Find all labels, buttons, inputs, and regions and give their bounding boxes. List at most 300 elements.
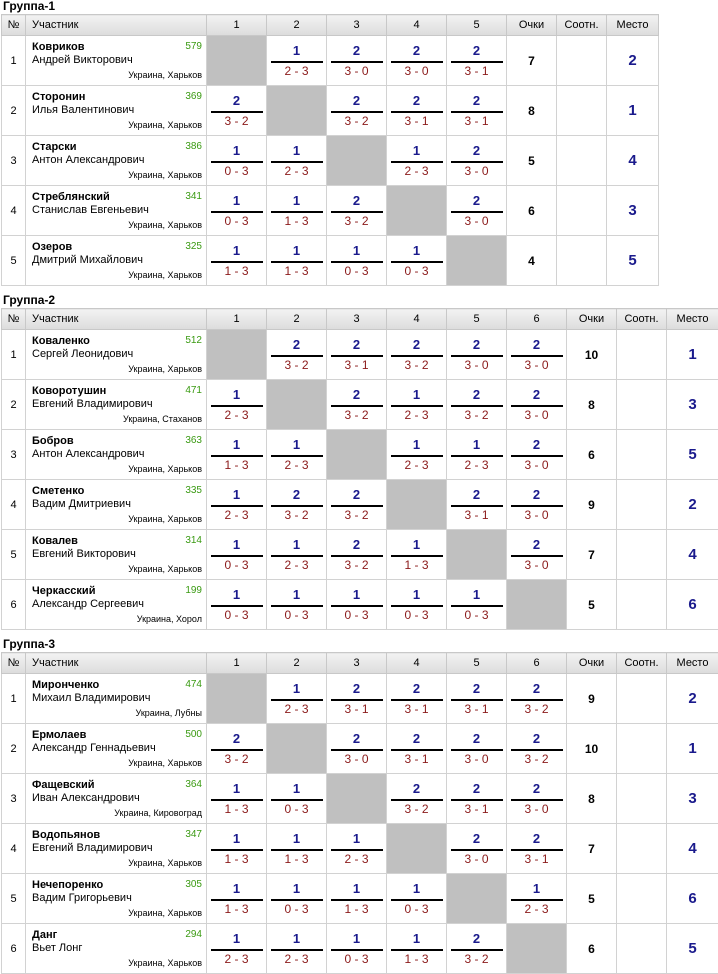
player-cell (26, 580, 207, 630)
match-points: 1 (232, 536, 241, 552)
player-first-name: Александр Сергеевич (32, 597, 144, 610)
score-divider (511, 749, 563, 751)
match-score (451, 832, 503, 866)
player-cell (26, 380, 207, 430)
score-divider (391, 355, 443, 357)
total-points: 5 (567, 874, 617, 924)
match-points: 1 (292, 436, 301, 452)
match-score (331, 388, 383, 422)
score-divider (211, 899, 263, 901)
match-cell (207, 186, 267, 236)
match-score (331, 732, 383, 766)
match-score (211, 388, 263, 422)
match-points: 1 (292, 930, 301, 946)
score-divider (271, 455, 323, 457)
match-sets: 3 - 1 (464, 801, 489, 816)
table-row (2, 774, 718, 824)
match-score (211, 488, 263, 522)
score-divider (391, 111, 443, 113)
match-points: 2 (412, 780, 421, 796)
match-points: 1 (232, 142, 241, 158)
match-score (331, 588, 383, 622)
player-last-name[interactable]: Ермолаев (32, 728, 87, 741)
score-divider (331, 749, 383, 751)
place-cell: 1 (667, 724, 718, 774)
results-table (1, 14, 659, 286)
match-score (271, 782, 323, 816)
player-last-name[interactable]: Стреблянский (32, 190, 110, 203)
player-rating: 335 (185, 485, 202, 496)
table-row (2, 186, 659, 236)
match-points: 2 (292, 336, 301, 352)
player-last-name[interactable]: Сметенко (32, 484, 85, 497)
match-score (211, 732, 263, 766)
header-opponent: 5 (447, 309, 507, 330)
table-row (2, 330, 718, 380)
score-divider (211, 261, 263, 263)
player-rating: 474 (185, 679, 202, 690)
player-cell (26, 186, 207, 236)
match-cell (507, 530, 567, 580)
total-points: 6 (507, 186, 557, 236)
match-points: 1 (232, 586, 241, 602)
ratio-cell (617, 724, 667, 774)
player-last-name[interactable]: Миронченко (32, 678, 100, 691)
match-score (271, 682, 323, 716)
table-row (2, 380, 718, 430)
header-ratio: Соотн. (557, 15, 607, 36)
header-opponent: 1 (207, 15, 267, 36)
match-score (331, 538, 383, 572)
score-divider (271, 355, 323, 357)
match-score (391, 782, 443, 816)
header-opponent: 2 (267, 309, 327, 330)
player-rating: 314 (185, 535, 202, 546)
group-title: Группа-3 (3, 637, 56, 651)
score-divider (331, 405, 383, 407)
match-points: 2 (472, 386, 481, 402)
match-sets: 3 - 0 (524, 557, 549, 572)
match-points: 2 (352, 92, 361, 108)
player-city: Украина, Харьков (128, 169, 202, 180)
match-points: 1 (232, 192, 241, 208)
match-points: 1 (352, 586, 361, 602)
ratio-cell (617, 480, 667, 530)
match-points: 2 (352, 536, 361, 552)
score-divider (451, 749, 503, 751)
match-points: 1 (472, 436, 481, 452)
group-title: Группа-2 (3, 293, 56, 307)
match-score (391, 932, 443, 966)
player-last-name[interactable]: Старски (32, 140, 77, 153)
player-last-name[interactable]: Коворотушин (32, 384, 107, 397)
match-score (451, 588, 503, 622)
player-rating: 294 (185, 929, 202, 940)
header-opponent: 6 (507, 653, 567, 674)
match-sets: 3 - 0 (524, 457, 549, 472)
player-first-name: Дмитрий Михайлович (32, 253, 143, 266)
match-points: 1 (292, 880, 301, 896)
match-cell (387, 874, 447, 924)
match-score (211, 244, 263, 278)
player-last-name[interactable]: Черкасский (32, 584, 96, 597)
match-points: 1 (352, 830, 361, 846)
match-sets: 3 - 0 (464, 751, 489, 766)
match-sets: 3 - 2 (404, 357, 429, 372)
match-score (391, 588, 443, 622)
match-score (451, 94, 503, 128)
player-cell (26, 874, 207, 924)
player-rating: 386 (185, 141, 202, 152)
match-sets: 3 - 0 (344, 751, 369, 766)
score-divider (331, 949, 383, 951)
ratio-cell (617, 430, 667, 480)
row-number: 2 (2, 380, 26, 430)
match-score (511, 388, 563, 422)
match-sets: 0 - 3 (344, 951, 369, 966)
header-place: Место (607, 15, 659, 36)
match-score (331, 682, 383, 716)
player-city: Украина, Харьков (128, 69, 202, 80)
player-last-name[interactable]: Данг (32, 928, 58, 941)
player-last-name[interactable]: Коваленко (32, 334, 90, 347)
match-score (271, 338, 323, 372)
results-table (1, 652, 718, 974)
match-score (211, 194, 263, 228)
match-cell (327, 86, 387, 136)
place-cell: 4 (667, 824, 718, 874)
score-divider (331, 899, 383, 901)
player-cell (26, 86, 207, 136)
place-cell: 6 (667, 580, 718, 630)
match-cell (207, 86, 267, 136)
player-rating: 199 (185, 585, 202, 596)
match-sets: 0 - 3 (344, 263, 369, 278)
row-number: 6 (2, 924, 26, 974)
match-points: 1 (412, 880, 421, 896)
match-cell (387, 380, 447, 430)
match-points: 1 (352, 242, 361, 258)
row-number: 6 (2, 580, 26, 630)
self-match-cell (267, 724, 327, 774)
match-sets: 2 - 3 (344, 851, 369, 866)
player-city: Украина, Хорол (136, 613, 202, 624)
match-cell (447, 36, 507, 86)
match-score (331, 832, 383, 866)
match-sets: 2 - 3 (284, 63, 309, 78)
player-first-name: Михаил Владимирович (32, 691, 151, 704)
header-points: Очки (507, 15, 557, 36)
match-sets: 3 - 0 (464, 163, 489, 178)
header-row (2, 653, 718, 674)
match-points: 1 (532, 880, 541, 896)
match-score (331, 338, 383, 372)
player-last-name[interactable]: Озеров (32, 240, 73, 253)
match-cell (387, 136, 447, 186)
player-city: Украина, Харьков (128, 957, 202, 968)
match-score (331, 882, 383, 916)
score-divider (451, 799, 503, 801)
match-sets: 3 - 1 (344, 701, 369, 716)
match-points: 1 (232, 780, 241, 796)
row-number: 5 (2, 530, 26, 580)
total-points: 8 (567, 380, 617, 430)
header-ratio: Соотн. (617, 309, 667, 330)
player-city: Украина, Харьков (128, 119, 202, 130)
match-points: 2 (352, 730, 361, 746)
score-divider (331, 61, 383, 63)
player-city: Украина, Харьков (128, 463, 202, 474)
player-first-name: Евгений Викторович (32, 547, 136, 560)
player-cell (26, 924, 207, 974)
match-sets: 3 - 2 (524, 701, 549, 716)
score-divider (451, 405, 503, 407)
match-score (211, 932, 263, 966)
match-cell (447, 136, 507, 186)
score-divider (331, 699, 383, 701)
match-cell (387, 330, 447, 380)
ratio-cell (617, 774, 667, 824)
player-city: Украина, Харьков (128, 757, 202, 768)
table-row (2, 724, 718, 774)
match-sets: 3 - 2 (524, 751, 549, 766)
match-points: 2 (532, 536, 541, 552)
header-opponent: 1 (207, 653, 267, 674)
table-row (2, 674, 718, 724)
score-divider (511, 699, 563, 701)
player-last-name[interactable]: Ковалев (32, 534, 78, 547)
player-cell (26, 236, 207, 286)
match-points: 2 (352, 336, 361, 352)
match-score (391, 882, 443, 916)
header-ratio: Соотн. (617, 653, 667, 674)
header-opponent: 2 (267, 653, 327, 674)
match-sets: 3 - 2 (344, 113, 369, 128)
match-score (331, 488, 383, 522)
match-points: 1 (412, 142, 421, 158)
match-score (331, 94, 383, 128)
match-cell (267, 924, 327, 974)
match-sets: 3 - 2 (344, 557, 369, 572)
header-opponent: 6 (507, 309, 567, 330)
score-divider (211, 605, 263, 607)
ratio-cell (557, 136, 607, 186)
match-cell (447, 824, 507, 874)
match-score (391, 244, 443, 278)
score-divider (331, 111, 383, 113)
match-score (211, 438, 263, 472)
player-last-name[interactable]: Ковриков (32, 40, 85, 53)
match-cell (327, 924, 387, 974)
match-cell (507, 724, 567, 774)
match-points: 2 (532, 730, 541, 746)
match-points: 2 (412, 42, 421, 58)
match-score (211, 782, 263, 816)
match-sets: 0 - 3 (404, 263, 429, 278)
match-sets: 2 - 3 (284, 457, 309, 472)
score-divider (271, 505, 323, 507)
match-sets: 1 - 3 (284, 213, 309, 228)
player-last-name[interactable]: Водопьянов (32, 828, 101, 841)
match-cell (507, 380, 567, 430)
results-table (1, 308, 718, 630)
match-score (511, 438, 563, 472)
match-score (271, 832, 323, 866)
match-points: 1 (412, 436, 421, 452)
match-sets: 2 - 3 (224, 407, 249, 422)
row-number: 4 (2, 480, 26, 530)
score-divider (211, 949, 263, 951)
self-match-cell (207, 674, 267, 724)
match-sets: 0 - 3 (284, 607, 309, 622)
header-opponent: 4 (387, 15, 447, 36)
score-divider (271, 61, 323, 63)
match-points: 2 (472, 680, 481, 696)
match-sets: 2 - 3 (284, 951, 309, 966)
score-divider (511, 849, 563, 851)
score-divider (331, 505, 383, 507)
player-last-name[interactable]: Сторонин (32, 90, 86, 103)
place-cell: 2 (667, 480, 718, 530)
match-score (511, 538, 563, 572)
match-cell (447, 724, 507, 774)
player-cell (26, 724, 207, 774)
match-score (451, 338, 503, 372)
player-rating: 305 (185, 879, 202, 890)
score-divider (331, 605, 383, 607)
header-opponent: 1 (207, 309, 267, 330)
match-cell (327, 330, 387, 380)
player-rating: 369 (185, 91, 202, 102)
match-score (511, 338, 563, 372)
match-sets: 3 - 0 (464, 851, 489, 866)
player-last-name[interactable]: Бобров (32, 434, 74, 447)
match-cell (447, 380, 507, 430)
match-score (271, 538, 323, 572)
match-cell (207, 924, 267, 974)
place-cell: 6 (667, 874, 718, 924)
player-city: Украина, Стаханов (123, 413, 202, 424)
match-score (511, 732, 563, 766)
row-number: 2 (2, 86, 26, 136)
score-divider (451, 699, 503, 701)
match-sets: 2 - 3 (404, 457, 429, 472)
score-divider (391, 699, 443, 701)
score-divider (271, 899, 323, 901)
match-score (391, 338, 443, 372)
score-divider (391, 61, 443, 63)
match-sets: 0 - 3 (224, 163, 249, 178)
match-sets: 1 - 3 (404, 951, 429, 966)
total-points: 7 (567, 530, 617, 580)
match-points: 1 (292, 830, 301, 846)
match-cell (507, 330, 567, 380)
match-sets: 2 - 3 (404, 407, 429, 422)
place-cell: 2 (607, 36, 659, 86)
place-cell: 4 (607, 136, 659, 186)
place-cell: 3 (667, 380, 718, 430)
player-cell (26, 480, 207, 530)
match-sets: 2 - 3 (404, 163, 429, 178)
header-row (2, 15, 659, 36)
score-divider (451, 161, 503, 163)
score-divider (391, 605, 443, 607)
match-points: 2 (472, 780, 481, 796)
match-points: 1 (412, 242, 421, 258)
match-score (271, 44, 323, 78)
match-cell (267, 874, 327, 924)
match-cell (207, 824, 267, 874)
match-sets: 3 - 1 (464, 507, 489, 522)
match-cell (507, 674, 567, 724)
match-cell (327, 580, 387, 630)
row-number: 2 (2, 724, 26, 774)
match-sets: 3 - 1 (464, 701, 489, 716)
match-points: 2 (532, 780, 541, 796)
header-points: Очки (567, 309, 617, 330)
total-points: 9 (567, 674, 617, 724)
match-score (511, 832, 563, 866)
player-rating: 325 (185, 241, 202, 252)
match-points: 1 (412, 586, 421, 602)
score-divider (211, 405, 263, 407)
match-cell (447, 86, 507, 136)
table-row (2, 824, 718, 874)
match-score (511, 782, 563, 816)
place-cell: 3 (667, 774, 718, 824)
header-place: Место (667, 309, 718, 330)
self-match-cell (267, 380, 327, 430)
table-row (2, 580, 718, 630)
table-row (2, 924, 718, 974)
match-points: 2 (232, 730, 241, 746)
match-points: 2 (532, 386, 541, 402)
score-divider (271, 699, 323, 701)
self-match-cell (327, 774, 387, 824)
match-cell (387, 36, 447, 86)
match-sets: 1 - 3 (344, 901, 369, 916)
match-cell (447, 480, 507, 530)
match-cell (207, 430, 267, 480)
match-score (511, 682, 563, 716)
match-points: 1 (232, 486, 241, 502)
match-points: 2 (412, 92, 421, 108)
match-score (271, 438, 323, 472)
match-points: 1 (412, 386, 421, 402)
place-cell: 1 (667, 330, 718, 380)
match-score (451, 438, 503, 472)
player-last-name[interactable]: Нечепоренко (32, 878, 104, 891)
match-sets: 2 - 3 (284, 701, 309, 716)
match-points: 1 (232, 386, 241, 402)
self-match-cell (507, 580, 567, 630)
player-last-name[interactable]: Фащевский (32, 778, 95, 791)
match-points: 2 (472, 92, 481, 108)
score-divider (271, 605, 323, 607)
match-score (331, 44, 383, 78)
header-opponent: 3 (327, 309, 387, 330)
player-first-name: Иван Александрович (32, 791, 140, 804)
match-cell (507, 480, 567, 530)
match-points: 1 (232, 880, 241, 896)
player-city: Украина, Харьков (128, 269, 202, 280)
match-sets: 3 - 1 (524, 851, 549, 866)
total-points: 9 (567, 480, 617, 530)
match-score (451, 782, 503, 816)
score-divider (211, 749, 263, 751)
match-cell (267, 236, 327, 286)
match-sets: 1 - 3 (224, 851, 249, 866)
